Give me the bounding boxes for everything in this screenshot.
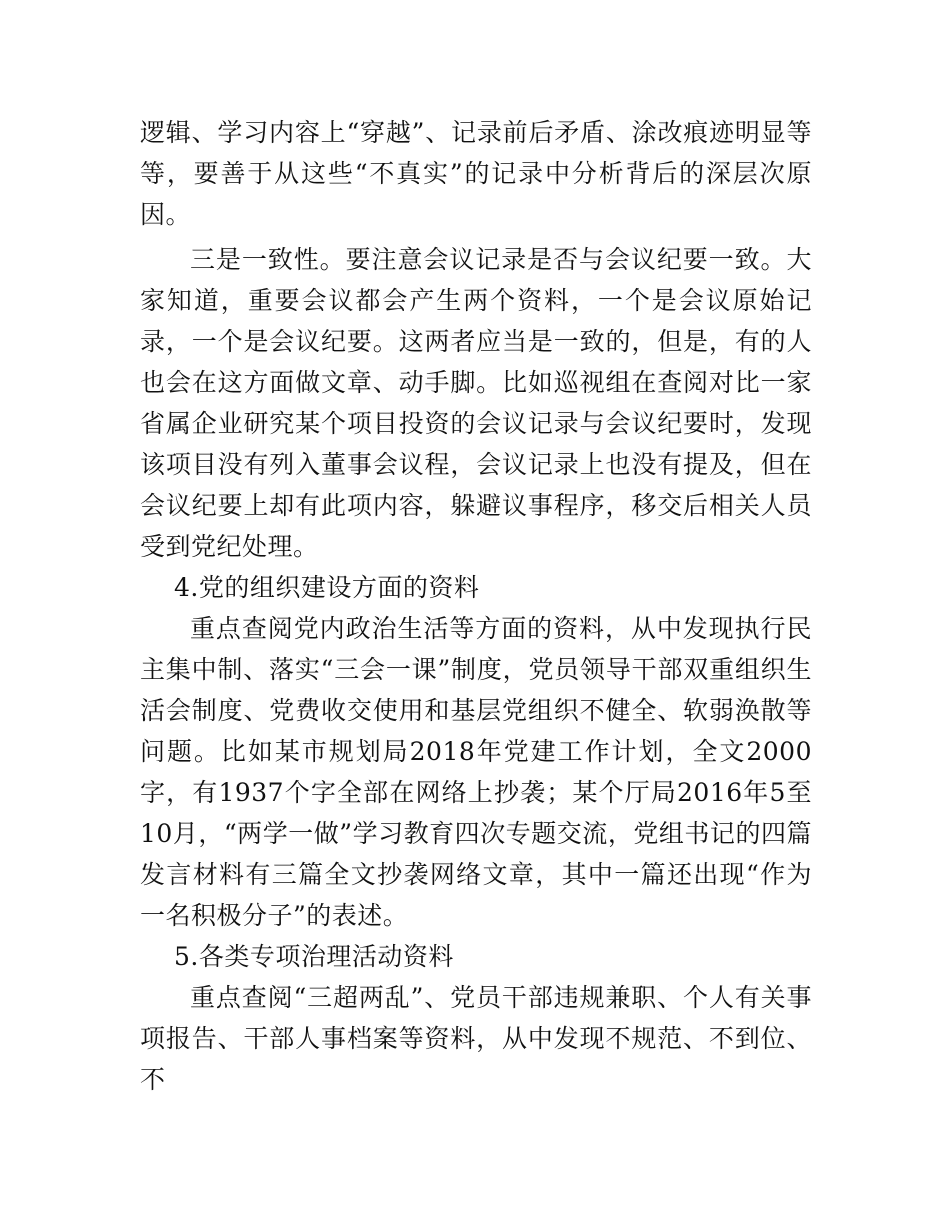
section-heading-5: 5.各类专项治理活动资料 — [174, 942, 454, 971]
paragraph-continuation: 逻辑、学习内容上“穿越”、记录前后矛盾、涂改痕迹明显等等，要善于从这些“不真实”的记录中分析背后的深层次原因。 — [140, 118, 812, 229]
paragraph-consistency: 三是一致性。要注意会议记录是否与会议纪要一致。大家知道，重要会议都会产生两个资料，一个是会议原始记录，一个是会议纪要。这两者应当是一致的，但是，有的人也会在这方面做文章、动手脚。比如巡视组在查阅对比一家省属企业研究某个项目投资的会议记录与会议纪要时，发现该项目没有列入董事会议程，会议记录上也没有提及，但在会议纪要上却有此项内容，躲避议事程序，移交后相关人员受到党纪处理。 — [140, 245, 812, 561]
document-page — [140, 112, 812, 1100]
paragraph-special-governance: 重点查阅“三超两乱”、党员干部违规兼职、个人有关事项报告、干部人事档案等资料，从中发现不规范、不到位、不 — [140, 983, 812, 1094]
paragraph-party-organization: 重点查阅党内政治生活等方面的资料，从中发现执行民主集中制、落实“三会一课”制度，党员领导干部双重组织生活会制度、党费收交使用和基层党组织不健全、软弱涣散等问题。比如某市规划局2018年党建工作计划，全文2000字，有1937个字全部在网络上抄袭；某个厅局2016年5至10月，“两学一做”学习教育四次专题交流，党组书记的四篇发言材料有三篇全文抄袭网络文章，其中一篇还出现“作为一名积极分子”的表述。 — [140, 614, 812, 930]
section-heading-4: 4.党的组织建设方面的资料 — [174, 573, 480, 602]
